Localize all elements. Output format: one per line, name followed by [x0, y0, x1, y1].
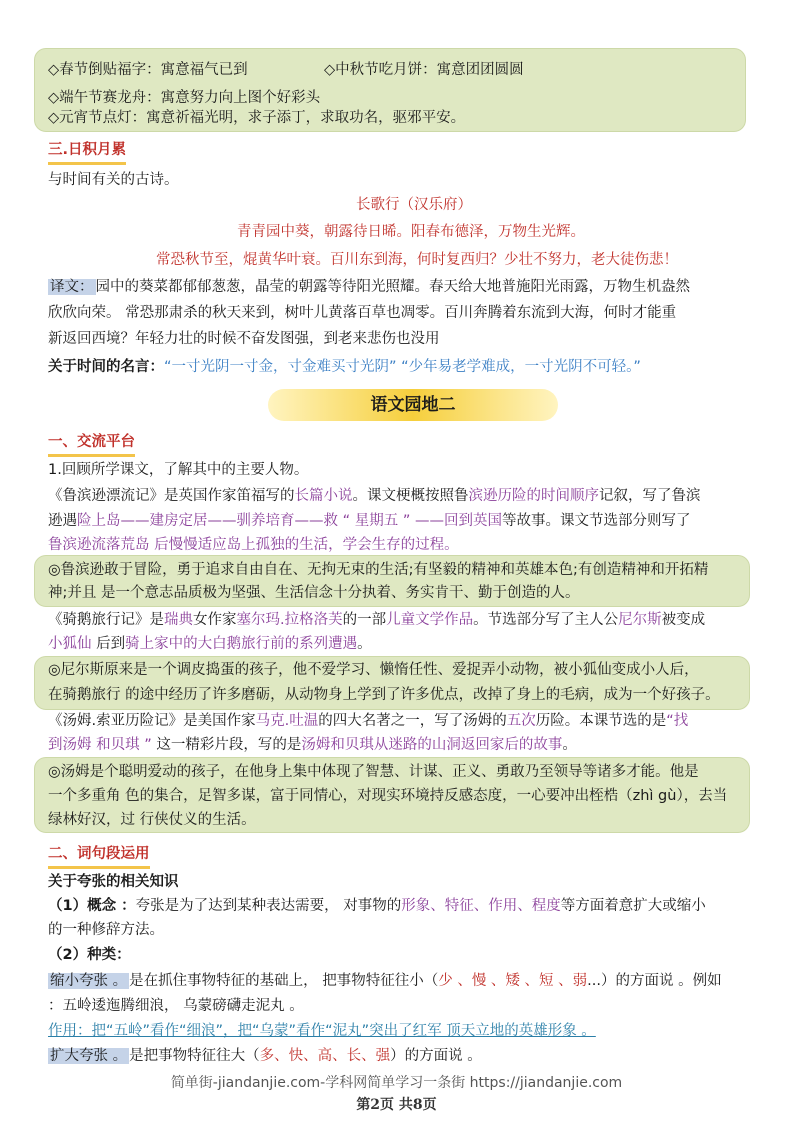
- hyperbole-concept-2: 的一种修辞方法。: [48, 922, 164, 938]
- poem-title: 长歌行（汉乐府）: [356, 197, 472, 213]
- quotes-label: 关于时间的名言：: [48, 359, 164, 375]
- translation-line-2: 欣欣向荣。 常恐那肃杀的秋天来到，树叶儿黄落百草也凋零。百川奔腾着东流到大海，何时才能重: [48, 305, 677, 321]
- festival-midautumn: ◇中秋节吃月饼：寓意团团圆圆: [324, 62, 524, 78]
- nils-line-2: 小狐仙 后到骑上家中的大白鹅旅行前的系列遭遇。: [48, 636, 372, 652]
- nils-traits-1: ◎尼尔斯原来是一个调皮捣蛋的孩子，他不爱学习、懒惰任性、爱捉弄小动物，被小狐仙变成小人后，: [48, 662, 699, 678]
- tom-line-1: 《汤姆.索亚历险记》是美国作家马克.吐温的四大名著之一，写了汤姆的五次历险。本课节选的是“找: [48, 713, 689, 729]
- chapter-banner: 语文园地二: [268, 389, 558, 421]
- shrink-line-2: ：五岭逶迤腾细浪， 乌蒙磅礴走泥丸 。: [48, 998, 304, 1014]
- tom-traits-3: 绿林好汉，过 行侠仗义的生活。: [48, 812, 256, 828]
- shrink-line-1: 缩小夸张 。 是在抓住事物特征的基础上， 把事物特征往小（少 、慢 、矮 、短 、弱...）的方面说 。例如: [50, 973, 722, 989]
- nils-line-1: 《骑鹅旅行记》是瑞典女作家塞尔玛.拉格洛芙的一部儿童文学作品。节选部分写了主人公尼尔斯被变成: [48, 612, 706, 628]
- watermark-footer: 简单街-jiandanjie.com-学科网简单学习一条街 https://jiandanjie.com: [170, 1075, 623, 1091]
- poem-line-1: 青青园中葵，朝露待日晞。阳春布德泽，万物生光辉。: [237, 224, 585, 240]
- robinson-traits-1: ◎鲁滨逊敢于冒险，勇于追求自由自在、无拘无束的生活;有坚毅的精神和英雄本色;有创造精神和开拓精: [48, 562, 709, 578]
- festival-lantern: ◇元宵节点灯：寓意祈福光明，求子添丁，求取功名，驱邪平安。: [48, 110, 466, 126]
- expand-line: 扩大夸张 。 是把事物特征往大（多、快、高、长、强）的方面说 。: [50, 1048, 482, 1064]
- robinson-line-3: 鲁滨逊流落荒岛 后慢慢适应岛上孤独的生活，学会生存的过程。: [48, 537, 459, 553]
- page-number: 第2页 共8页: [356, 1097, 437, 1113]
- section-title-usage: 二、词句段运用: [48, 842, 150, 869]
- robinson-line-1: 《鲁滨逊漂流记》是英国作家笛福写的长篇小说。课文梗概按照鲁滨逊历险的时间顺序记叙，写了鲁滨: [48, 488, 701, 504]
- tom-traits-1: ◎汤姆是个聪明爱动的孩子，在他身上集中体现了智慧、计谋、正义、勇敢乃至领导等诸多才能。他是: [48, 764, 699, 780]
- shrink-label: 缩小夸张 。: [50, 973, 128, 989]
- section-title-accumulation: 三.日积月累: [48, 138, 126, 165]
- tom-traits-2: 一个多重角 色的集合，足智多谋，富于同情心，对现实环境持反感态度，一心要冲出桎梏（zhì gù），去当: [48, 788, 728, 804]
- hyperbole-heading: 关于夸张的相关知识: [48, 874, 179, 890]
- quotes-text: “一寸光阴一寸金，寸金难买寸光阴” “少年易老学难成，一寸光阴不可轻。”: [164, 359, 641, 375]
- poem-intro: 与时间有关的古诗。: [48, 172, 179, 188]
- robinson-traits-2: 神;并且 是一个意志品质极为坚强、生活信念十分执着、务实肯干、勤于创造的人。: [48, 585, 580, 601]
- section-title-exchange: 一、交流平台: [48, 430, 135, 457]
- translation-line-3: 新返回西境？年轻力壮的时候不奋发图强，到老来悲伤也没用: [48, 331, 440, 347]
- translation-line-1: 译文： 园中的葵菜都郁郁葱葱，晶莹的朝露等待阳光照耀。春天给大地普施阳光雨露，万物生机盎然: [50, 279, 690, 295]
- shrink-effect: 作用：把“五岭”看作“细浪”，把“乌蒙”看作“泥丸”突出了红军 顶天立地的英雄形象 。: [48, 1023, 596, 1039]
- poem-line-2: 常恐秋节至，焜黄华叶衰。百川东到海，何时复西归？少壮不努力，老大徒伤悲！: [156, 252, 678, 268]
- hyperbole-types: （2）种类：: [48, 947, 131, 963]
- festival-spring: ◇春节倒贴福字：寓意福气已到: [48, 62, 248, 78]
- expand-label: 扩大夸张 。: [50, 1048, 128, 1064]
- tom-line-2: 到汤姆 和贝琪 ” 这一精彩片段，写的是汤姆和贝琪从迷路的山洞返回家后的故事。: [48, 737, 577, 753]
- translation-label: 译文：: [50, 279, 94, 295]
- nils-traits-2: 在骑鹅旅行 的途中经历了许多磨砺，从动物身上学到了许多优点，改掉了身上的毛病，成为一个好孩子。: [48, 687, 720, 703]
- festival-dragonboat: ◇端午节赛龙舟：寓意努力向上图个好彩头: [48, 90, 321, 106]
- time-quotes: [48, 357, 641, 377]
- hyperbole-concept-1: （1）概念 ：夸张是为了达到某种表达需要， 对事物的形象、特征、作用、程度等方面着意扩大或缩小: [48, 898, 706, 914]
- exchange-intro: 1.回顾所学课文，了解其中的主要人物。: [48, 462, 309, 478]
- robinson-line-2: 逊遇险上岛——建房定居——驯养培育——救 “ 星期五 ” ——回到英国等故事。课文节选部分则写了: [48, 513, 691, 529]
